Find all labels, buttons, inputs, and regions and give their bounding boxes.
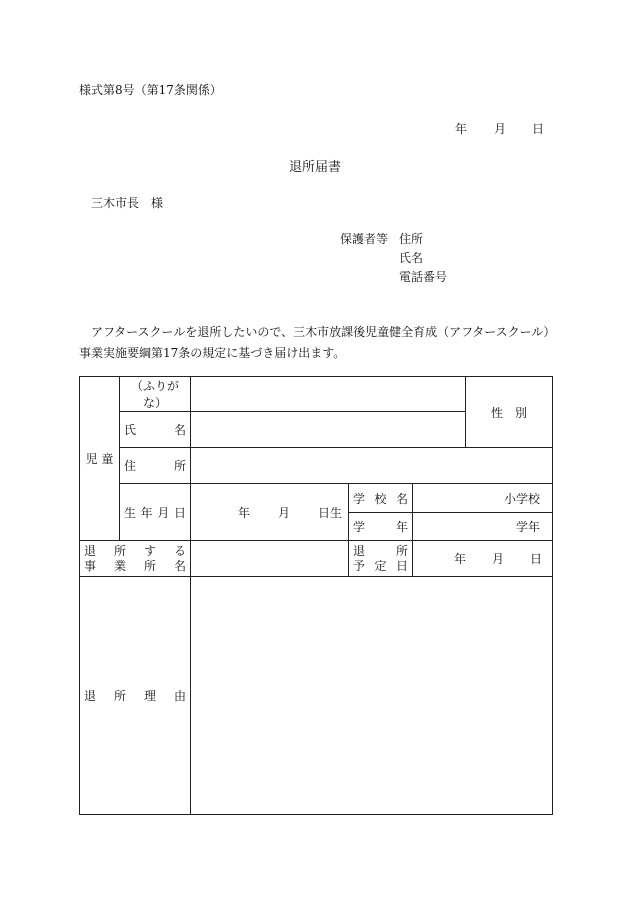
birthdate-label: 生 年 月 日 (120, 484, 191, 541)
addressee: 三木市長 様 (91, 196, 164, 210)
child-address-field[interactable] (191, 448, 553, 484)
facility-name-field[interactable] (191, 541, 349, 577)
date-month: 月 (494, 122, 507, 136)
school-name-label: 学 校 名 (349, 484, 413, 513)
grade-label: 学 年 (349, 513, 413, 541)
withdrawal-form-table (79, 376, 553, 815)
child-name-field[interactable] (191, 412, 466, 448)
planned-date-field[interactable]: 年 月 日 (413, 541, 553, 577)
guardian-fields (399, 230, 447, 287)
date-year: 年 (455, 122, 468, 136)
furigana-field[interactable] (191, 377, 466, 412)
reason-label: 退 所 理 由 (80, 577, 191, 815)
facility-name-label: 退 所 す る 事 業 所 名 (80, 541, 191, 577)
form-reference: 様式第8号（第17条関係） (79, 83, 222, 97)
furigana-label: （ふりがな） (120, 377, 191, 412)
planned-date-label: 退 所 予 定 日 (349, 541, 413, 577)
submission-date (455, 120, 544, 137)
gender-label: 性 別 (466, 377, 553, 448)
guardian-name-label: 氏名 (399, 251, 424, 265)
name-label: 氏 名 (120, 412, 191, 448)
guardian-phone-label: 電話番号 (399, 270, 448, 284)
notice-text: アフタースクールを退所したいので、三木市放課後児童健全育成（アフタースクール）事業実施要綱第17条の規定に基づき届け出ます。 (79, 325, 550, 360)
address-label: 住 所 (120, 448, 191, 484)
grade-field[interactable]: 学年 (413, 513, 553, 541)
guardian-label: 保護者等 (340, 232, 389, 246)
birthdate-field[interactable]: 年 月 日生 (191, 484, 349, 541)
date-day: 日 (532, 122, 545, 136)
guardian-address-label: 住所 (399, 232, 424, 246)
school-name-field[interactable]: 小学校 (413, 484, 553, 513)
reason-field[interactable] (191, 577, 553, 815)
document-title: 退所届書 (288, 160, 341, 175)
child-section-label: 児 童 (80, 377, 120, 541)
